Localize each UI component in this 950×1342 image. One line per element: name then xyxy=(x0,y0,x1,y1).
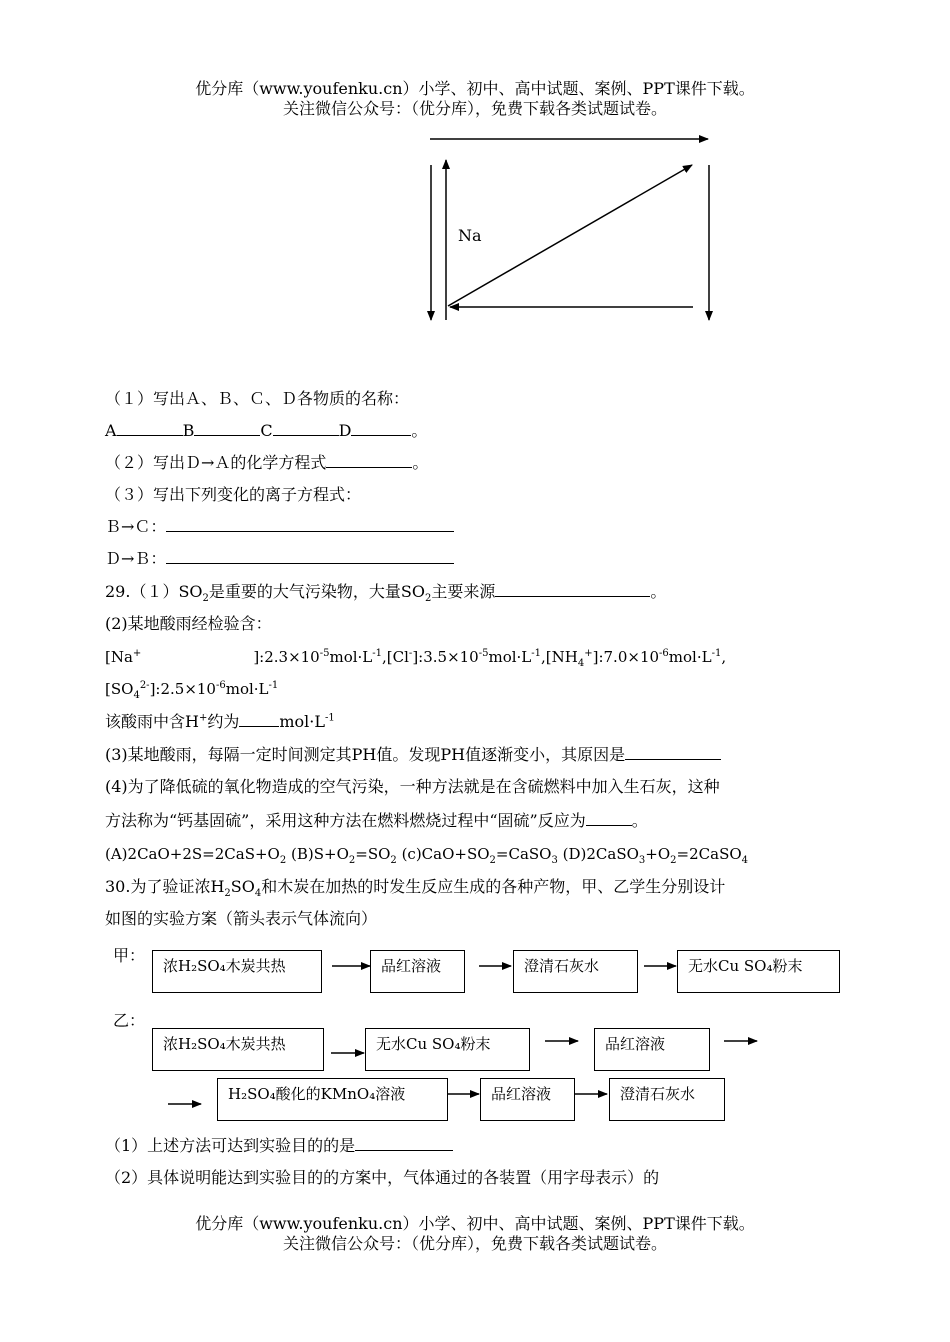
arrow-diagonal xyxy=(448,165,692,306)
na-label: Na xyxy=(458,226,482,245)
jia-box-pinhong: 品红溶液 xyxy=(370,950,465,993)
jia-box-shihui: 澄清石灰水 xyxy=(513,950,638,993)
q28-blanks: A B C D 。 xyxy=(105,421,428,440)
header-line-2: 关注微信公众号：（优分库），免费下载各类试题试卷。 xyxy=(282,99,667,118)
jia-box-cuso4: 无水Cu SO₄粉末 xyxy=(677,950,840,993)
footer-line-2: 关注微信公众号：（优分库），免费下载各类试题试卷。 xyxy=(282,1234,667,1253)
yi-box-pinhong-2: 品红溶液 xyxy=(480,1078,575,1121)
q29-part4b: 方法称为“钙基固硫”，采用这种方法在燃料燃烧过程中“固硫”反应为 。 xyxy=(105,811,648,830)
q29-options: $(A)2CaO+2S=2CaS+O_2$ $(B)S+O_2=SO_2$ $(c)CaO+SO_2=CaSO_3$ $(D)2CaSO_3+O_2=2CaSO_4$ xyxy=(105,845,749,866)
jia-box-heat: 浓H₂SO₄木炭共热 xyxy=(152,950,322,993)
q29-h-ion: 该酸雨中含H+约为 $mol\cdot L^{-1}$ xyxy=(105,712,335,731)
yi-box-heat: 浓H₂SO₄木炭共热 xyxy=(152,1028,324,1071)
jia-label: 甲： xyxy=(113,946,146,965)
q30-part2: 如图的实验方案（箭头表示气体流向） xyxy=(105,909,378,928)
yi-label: 乙： xyxy=(113,1011,146,1030)
q28-part3: （３）写出下列变化的离子方程式： xyxy=(105,485,362,504)
q29-so4: $[SO_4^{2-}]:2.5\times 10^{-6}mol\cdot L^{-1}$ xyxy=(105,680,279,701)
yi-box-kmno4: H₂SO₄酸化的KMnO₄溶液 xyxy=(217,1078,448,1121)
footer-line-1: 优分库（www.youfenku.cn）小学、初中、高中试题、案例、PPT课件下载。 xyxy=(195,1214,755,1233)
q29-ions: [Na+ ]$:2.3\times 10^{-5}mol\cdot L^{-1},[Cl^-]:3.5\times 10^{-5}mol\cdot L^{-1},[NH_4^+]:7.0\times 10^{-6}mol\cdot L^{-1}$, xyxy=(105,648,727,669)
q28-part2: （２）写出Ｄ→Ａ的化学方程式 。 xyxy=(105,453,429,472)
header-line-1: 优分库（www.youfenku.cn）小学、初中、高中试题、案例、PPT课件下载。 xyxy=(195,79,755,98)
q30-q1: （1）上述方法可达到实验目的的是 xyxy=(105,1135,453,1157)
q28-bc: Ｂ→Ｃ： xyxy=(105,516,454,538)
yi-box-pinhong-1: 品红溶液 xyxy=(594,1028,710,1071)
q28-part1: （１）写出Ａ、Ｂ、Ｃ、Ｄ各物质的名称： xyxy=(105,389,410,408)
q28-db: Ｄ→Ｂ： xyxy=(105,548,454,570)
yi-box-cuso4: 无水Cu SO₄粉末 xyxy=(365,1028,530,1071)
q29-part2: (2)某地酸雨经检验含： xyxy=(105,614,272,633)
yi-box-shihui: 澄清石灰水 xyxy=(609,1078,725,1121)
q29-part4a: (4)为了降低硫的氧化物造成的空气污染，一种方法就是在含硫燃料中加入生石灰，这种 xyxy=(105,777,720,796)
q29-part1: $29.(1)SO_2$是重要的大气污染物，大量$SO_2$主要来源 。 xyxy=(105,582,667,605)
q30-part1: 30.为了验证浓$H_2SO_4$和木炭在加热的时发生反应生成的各种产物，甲、乙学生分别设计 xyxy=(105,877,726,900)
q29-part3: (3)某地酸雨，每隔一定时间测定其PH值。发现PH值逐渐变小，其原因是 xyxy=(105,744,721,766)
q30-q2: （2）具体说明能达到实验目的的方案中，气体通过的各装置（用字母表示）的 xyxy=(105,1168,660,1187)
